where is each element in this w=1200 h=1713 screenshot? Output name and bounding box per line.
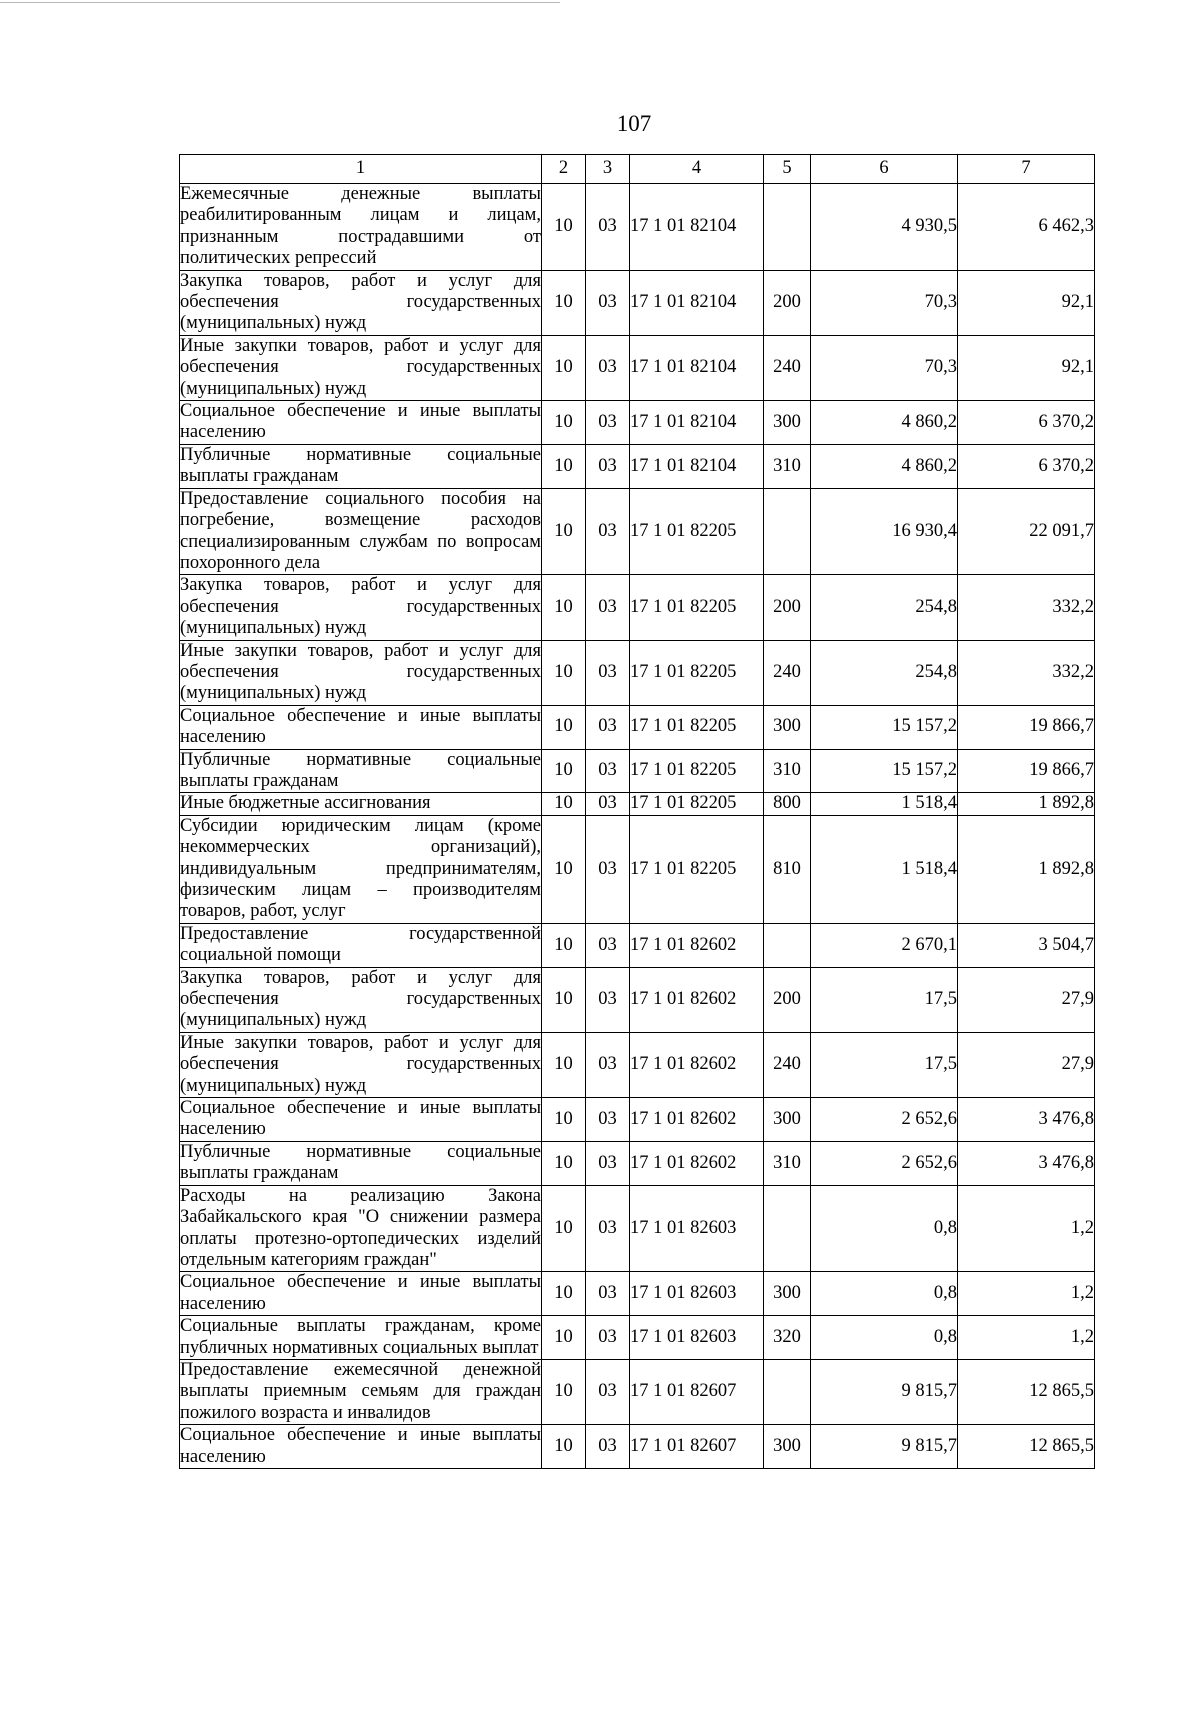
table-row [180, 1141, 1095, 1185]
row-name: Расходы на реализацию Закона Забайкальского края "О снижении размера оплаты протезно-ортопедических изделий отдельным категориям граждан" [180, 1185, 541, 1270]
row-target-code: 17 1 01 82205 [630, 815, 764, 923]
row-amount-col6: 254,8 [811, 640, 958, 705]
row-name: Социальное обеспечение и иные выплаты населению [180, 1272, 541, 1314]
table-row [180, 749, 1095, 793]
row-target-code: 17 1 01 82104 [630, 270, 764, 335]
row-amount-col7: 27,9 [958, 967, 1095, 1032]
row-section: 10 [542, 1272, 586, 1316]
row-expense-type: 310 [764, 749, 811, 793]
row-name: Иные закупки товаров, работ и услуг для обеспечения государственных (муниципальных) нужд [180, 1032, 541, 1096]
row-expense-type: 240 [764, 335, 811, 400]
row-subsection: 03 [586, 705, 630, 749]
row-amount-col7: 12 865,5 [958, 1425, 1095, 1469]
row-section: 10 [542, 1032, 586, 1097]
table-row [180, 967, 1095, 1032]
row-expense-type: 300 [764, 705, 811, 749]
table-row [180, 1272, 1095, 1316]
row-subsection: 03 [586, 1141, 630, 1185]
table-row [180, 815, 1095, 923]
table-row [180, 1359, 1095, 1424]
row-expense-type: 240 [764, 1032, 811, 1097]
row-section: 10 [542, 1185, 586, 1272]
row-target-code: 17 1 01 82602 [630, 1098, 764, 1142]
row-expense-type [764, 1359, 811, 1424]
row-amount-col7: 92,1 [958, 270, 1095, 335]
row-subsection: 03 [586, 1425, 630, 1469]
row-amount-col6: 15 157,2 [811, 749, 958, 793]
row-amount-col6: 254,8 [811, 575, 958, 640]
row-amount-col7: 12 865,5 [958, 1359, 1095, 1424]
row-section: 10 [542, 815, 586, 923]
row-name: Публичные нормативные социальные выплаты гражданам [180, 1141, 541, 1184]
row-target-code: 17 1 01 82205 [630, 575, 764, 640]
header-col-5: 5 [764, 155, 811, 184]
row-subsection: 03 [586, 749, 630, 793]
row-name: Закупка товаров, работ и услуг для обеспечения государственных (муниципальных) нужд [180, 967, 541, 1031]
table-row [180, 705, 1095, 749]
row-expense-type: 200 [764, 967, 811, 1032]
row-section: 10 [542, 793, 586, 815]
row-amount-col7: 332,2 [958, 575, 1095, 640]
row-target-code: 17 1 01 82104 [630, 401, 764, 445]
header-row [180, 155, 1095, 184]
row-subsection: 03 [586, 793, 630, 815]
row-amount-col6: 2 652,6 [811, 1098, 958, 1142]
row-expense-type: 810 [764, 815, 811, 923]
row-amount-col6: 70,3 [811, 270, 958, 335]
table-row [180, 184, 1095, 271]
table-row [180, 640, 1095, 705]
row-amount-col7: 27,9 [958, 1032, 1095, 1097]
row-amount-col7: 1,2 [958, 1185, 1095, 1272]
row-amount-col6: 15 157,2 [811, 705, 958, 749]
row-subsection: 03 [586, 1032, 630, 1097]
row-amount-col7: 19 866,7 [958, 705, 1095, 749]
table-row [180, 923, 1095, 967]
row-section: 10 [542, 1141, 586, 1185]
row-section: 10 [542, 1098, 586, 1142]
row-name: Публичные нормативные социальные выплаты гражданам [180, 444, 541, 487]
table-header [180, 155, 1095, 184]
row-target-code: 17 1 01 82104 [630, 335, 764, 400]
row-amount-col7: 22 091,7 [958, 488, 1095, 575]
row-expense-type: 300 [764, 1098, 811, 1142]
row-amount-col7: 92,1 [958, 335, 1095, 400]
row-amount-col7: 19 866,7 [958, 749, 1095, 793]
row-expense-type: 800 [764, 793, 811, 815]
row-amount-col7: 3 504,7 [958, 923, 1095, 967]
row-amount-col6: 17,5 [811, 967, 958, 1032]
row-target-code: 17 1 01 82607 [630, 1425, 764, 1469]
row-expense-type: 310 [764, 1141, 811, 1185]
row-subsection: 03 [586, 270, 630, 335]
row-amount-col6: 9 815,7 [811, 1425, 958, 1469]
row-amount-col6: 4 860,2 [811, 401, 958, 445]
row-section: 10 [542, 184, 586, 271]
table-row [180, 575, 1095, 640]
row-subsection: 03 [586, 444, 630, 488]
row-subsection: 03 [586, 401, 630, 445]
row-target-code: 17 1 01 82205 [630, 488, 764, 575]
row-amount-col7: 332,2 [958, 640, 1095, 705]
row-target-code: 17 1 01 82602 [630, 923, 764, 967]
row-name: Социальное обеспечение и иные выплаты населению [180, 705, 541, 748]
row-expense-type [764, 923, 811, 967]
header-col-7: 7 [958, 155, 1095, 184]
table-row [180, 444, 1095, 488]
table-row [180, 1032, 1095, 1097]
row-name: Ежемесячные денежные выплаты реабилитированным лицам и лицам, признанным пострадавшими от политических репрессий [180, 184, 541, 269]
row-amount-col6: 17,5 [811, 1032, 958, 1097]
row-amount-col7: 6 370,2 [958, 444, 1095, 488]
table-row [180, 335, 1095, 400]
header-col-4: 4 [630, 155, 764, 184]
row-section: 10 [542, 967, 586, 1032]
row-section: 10 [542, 1359, 586, 1424]
row-subsection: 03 [586, 1359, 630, 1424]
row-section: 10 [542, 1316, 586, 1360]
row-section: 10 [542, 749, 586, 793]
scan-top-edge [0, 2, 560, 3]
row-target-code: 17 1 01 82602 [630, 1032, 764, 1097]
row-amount-col7: 1 892,8 [958, 815, 1095, 923]
row-subsection: 03 [586, 184, 630, 271]
row-amount-col6: 1 518,4 [811, 793, 958, 815]
row-subsection: 03 [586, 815, 630, 923]
row-target-code: 17 1 01 82603 [630, 1185, 764, 1272]
row-section: 10 [542, 270, 586, 335]
row-subsection: 03 [586, 923, 630, 967]
table-row [180, 1098, 1095, 1142]
row-amount-col7: 3 476,8 [958, 1098, 1095, 1142]
row-name: Социальное обеспечение и иные выплаты населению [180, 1098, 541, 1140]
row-section: 10 [542, 488, 586, 575]
row-amount-col7: 1,2 [958, 1272, 1095, 1316]
header-col-1: 1 [180, 155, 542, 184]
row-section: 10 [542, 640, 586, 705]
row-target-code: 17 1 01 82603 [630, 1272, 764, 1316]
row-amount-col7: 1 892,8 [958, 793, 1095, 815]
row-target-code: 17 1 01 82205 [630, 705, 764, 749]
header-col-6: 6 [811, 155, 958, 184]
row-target-code: 17 1 01 82603 [630, 1316, 764, 1360]
row-section: 10 [542, 444, 586, 488]
row-section: 10 [542, 335, 586, 400]
row-amount-col7: 6 462,3 [958, 184, 1095, 271]
row-name: Предоставление государственной социальной помощи [180, 923, 541, 966]
row-expense-type: 320 [764, 1316, 811, 1360]
row-section: 10 [542, 401, 586, 445]
row-name: Иные бюджетные ассигнования [180, 793, 542, 815]
table-row [180, 1316, 1095, 1360]
row-amount-col7: 6 370,2 [958, 401, 1095, 445]
header-col-3: 3 [586, 155, 630, 184]
row-target-code: 17 1 01 82607 [630, 1359, 764, 1424]
table-row [180, 1425, 1095, 1469]
row-amount-col6: 2 670,1 [811, 923, 958, 967]
page-number: 107 [616, 111, 652, 136]
table-row [180, 401, 1095, 445]
row-amount-col6: 4 860,2 [811, 444, 958, 488]
budget-table [179, 154, 1095, 1469]
row-expense-type [764, 184, 811, 271]
row-name: Социальное обеспечение и иные выплаты населению [180, 401, 541, 443]
row-expense-type [764, 488, 811, 575]
row-amount-col6: 0,8 [811, 1316, 958, 1360]
row-name: Закупка товаров, работ и услуг для обеспечения государственных (муниципальных) нужд [180, 270, 541, 334]
row-name: Публичные нормативные социальные выплаты гражданам [180, 749, 541, 791]
row-subsection: 03 [586, 1185, 630, 1272]
row-subsection: 03 [586, 640, 630, 705]
row-subsection: 03 [586, 1272, 630, 1316]
row-target-code: 17 1 01 82104 [630, 184, 764, 271]
table-body [180, 184, 1095, 1469]
row-expense-type: 300 [764, 1425, 811, 1469]
row-expense-type: 300 [764, 1272, 811, 1316]
row-target-code: 17 1 01 82602 [630, 1141, 764, 1185]
row-expense-type: 200 [764, 270, 811, 335]
row-name: Закупка товаров, работ и услуг для обеспечения государственных (муниципальных) нужд [180, 575, 541, 639]
row-expense-type: 240 [764, 640, 811, 705]
row-subsection: 03 [586, 335, 630, 400]
row-section: 10 [542, 705, 586, 749]
row-amount-col6: 16 930,4 [811, 488, 958, 575]
row-amount-col6: 0,8 [811, 1185, 958, 1272]
row-name: Социальные выплаты гражданам, кроме публичных нормативных социальных выплат [180, 1316, 541, 1358]
row-target-code: 17 1 01 82205 [630, 640, 764, 705]
row-target-code: 17 1 01 82205 [630, 749, 764, 793]
row-amount-col6: 2 652,6 [811, 1141, 958, 1185]
row-section: 10 [542, 923, 586, 967]
row-expense-type [764, 1185, 811, 1272]
row-amount-col6: 9 815,7 [811, 1359, 958, 1424]
row-target-code: 17 1 01 82104 [630, 444, 764, 488]
row-subsection: 03 [586, 1098, 630, 1142]
row-amount-col6: 1 518,4 [811, 815, 958, 923]
row-name: Социальное обеспечение и иные выплаты населению [180, 1425, 541, 1467]
table-row [180, 488, 1095, 575]
row-subsection: 03 [586, 967, 630, 1032]
table-row [180, 270, 1095, 335]
row-amount-col6: 70,3 [811, 335, 958, 400]
row-name: Предоставление ежемесячной денежной выплаты приемным семьям для граждан пожилого возраста и инвалидов [180, 1359, 541, 1423]
row-amount-col7: 3 476,8 [958, 1141, 1095, 1185]
row-section: 10 [542, 575, 586, 640]
row-subsection: 03 [586, 575, 630, 640]
row-amount-col6: 0,8 [811, 1272, 958, 1316]
row-target-code: 17 1 01 82602 [630, 967, 764, 1032]
row-expense-type: 200 [764, 575, 811, 640]
row-amount-col7: 1,2 [958, 1316, 1095, 1360]
row-name: Предоставление социального пособия на погребение, возмещение расходов специализированным службам по вопросам похоронного дела [180, 488, 541, 573]
row-name: Иные закупки товаров, работ и услуг для обеспечения государственных (муниципальных) нужд [180, 640, 541, 704]
row-expense-type: 300 [764, 401, 811, 445]
row-section: 10 [542, 1425, 586, 1469]
table-row [180, 1185, 1095, 1272]
row-expense-type: 310 [764, 444, 811, 488]
row-name: Иные закупки товаров, работ и услуг для обеспечения государственных (муниципальных) нужд [180, 335, 541, 399]
table-row [180, 793, 1095, 815]
row-subsection: 03 [586, 1316, 630, 1360]
row-target-code: 17 1 01 82205 [630, 793, 764, 815]
row-amount-col6: 4 930,5 [811, 184, 958, 271]
row-name: Субсидии юридическим лицам (кроме некоммерческих организаций), индивидуальным предпринимателям, физическим лицам – производителям товаров, работ, услуг [180, 815, 541, 922]
header-col-2: 2 [542, 155, 586, 184]
row-subsection: 03 [586, 488, 630, 575]
